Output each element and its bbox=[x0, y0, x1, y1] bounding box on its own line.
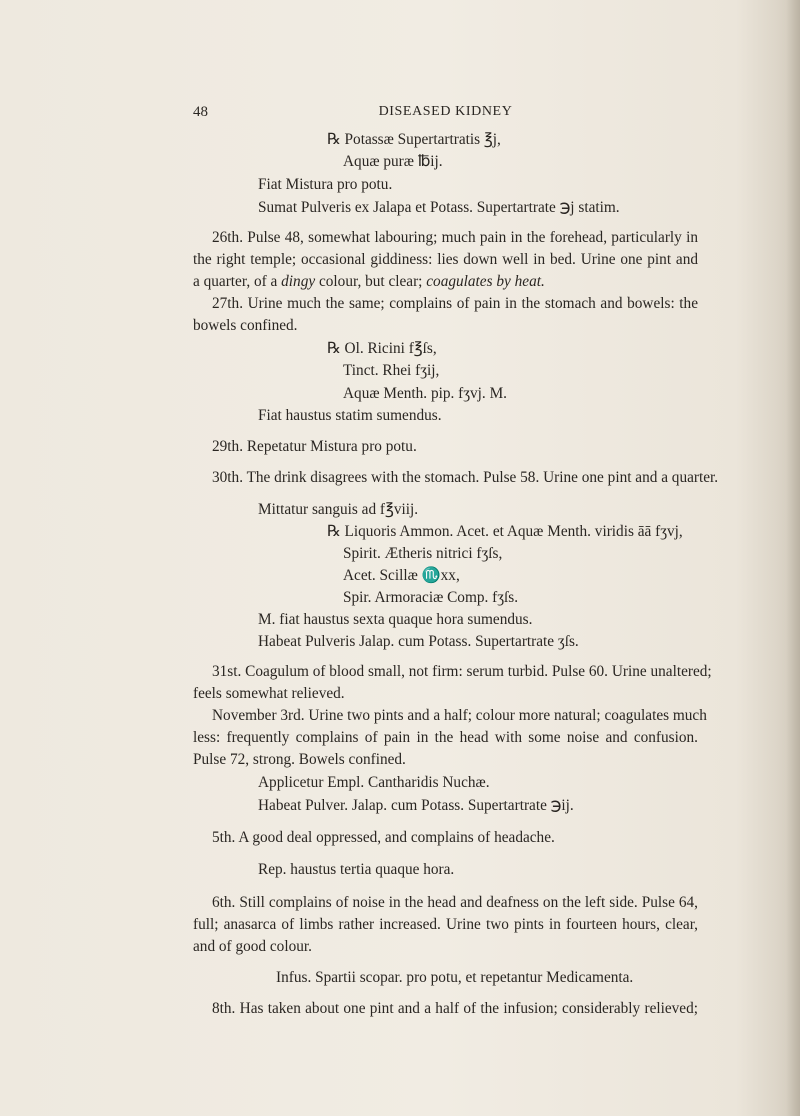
prescription-line: M. fiat haustus sexta quaque hora sumendus. bbox=[258, 611, 533, 628]
italic-span: coagulates by heat. bbox=[426, 273, 545, 290]
text-span: colour, but clear; bbox=[315, 273, 427, 290]
text-line bbox=[193, 272, 545, 292]
prescription-line: Habeat Pulver. Jalap. cum Potass. Supertartrate ℈ij. bbox=[258, 797, 574, 814]
text-line: 30th. The drink disagrees with the stomach. Pulse 58. Urine one pint and a quarter. bbox=[212, 469, 719, 486]
text-line: Pulse 72, strong. Bowels confined. bbox=[193, 751, 406, 768]
text-line: 29th. Repetatur Mistura pro potu. bbox=[212, 438, 417, 455]
text-line: 26th. Pulse 48, somewhat labouring; much pain in the forehead, particularly in bbox=[212, 229, 698, 246]
text-span: a quarter, of a bbox=[193, 273, 282, 290]
prescription-line: Aquæ Menth. pip. fʒvj. M. bbox=[343, 385, 508, 402]
text-line: November 3rd. Urine two pints and a half; colour more natural; coagulates much bbox=[212, 707, 707, 724]
prescription-line: Applicetur Empl. Cantharidis Nuchæ. bbox=[258, 774, 490, 791]
prescription-line: ℞ Ol. Ricini f℥ſs, bbox=[327, 340, 437, 357]
text-line: feels somewhat relieved. bbox=[193, 685, 345, 702]
prescription-line: Sumat Pulveris ex Jalapa et Potass. Supertartrate ℈j statim. bbox=[258, 199, 620, 216]
prescription-line: Mittatur sanguis ad f℥viij. bbox=[258, 501, 419, 518]
text-line: the right temple; occasional giddiness: lies down well in bed. Urine one pint and bbox=[193, 251, 698, 268]
text-line: 6th. Still complains of noise in the head and deafness on the left side. Pulse 64, bbox=[212, 894, 698, 911]
text-line: 8th. Has taken about one pint and a half of the infusion; considerably relieved; bbox=[212, 1000, 698, 1017]
running-title: DISEASED KIDNEY bbox=[378, 104, 513, 119]
prescription-line: Spir. Armoraciæ Comp. fʒſs. bbox=[343, 589, 519, 606]
text-line: full; anasarca of limbs rather increased. Urine two pints in fourteen hours, clear, bbox=[193, 916, 698, 933]
prescription-line: Aquæ puræ ℔ij. bbox=[343, 153, 443, 170]
prescription-line: Infus. Spartii scopar. pro potu, et repetantur Medicamenta. bbox=[276, 969, 634, 986]
page-header bbox=[193, 104, 698, 126]
prescription-line: Fiat haustus statim sumendus. bbox=[258, 407, 442, 424]
text-line: bowels confined. bbox=[193, 317, 298, 334]
page-number: 48 bbox=[193, 104, 208, 120]
text-line: 31st. Coagulum of blood small, not firm: serum turbid. Pulse 60. Urine unaltered; bbox=[212, 663, 712, 680]
prescription-line: ℞ Liquoris Ammon. Acet. et Aquæ Menth. viridis āā fʒvj, bbox=[327, 523, 683, 540]
prescription-line: Acet. Scillæ ♏xx, bbox=[343, 567, 460, 584]
prescription-line: Spirit. Ætheris nitrici fʒſs, bbox=[343, 545, 503, 562]
italic-span: dingy bbox=[281, 273, 316, 290]
prescription-line: Habeat Pulveris Jalap. cum Potass. Supertartrate ʒſs. bbox=[258, 633, 579, 650]
prescription-line: ℞ Potassæ Supertartratis ℥j, bbox=[327, 131, 501, 148]
prescription-line: Tinct. Rhei fʒij, bbox=[343, 362, 440, 379]
text-line: and of good colour. bbox=[193, 938, 312, 955]
prescription-line: Fiat Mistura pro potu. bbox=[258, 176, 393, 193]
text-line: less: frequently complains of pain in the head with some noise and confusion. bbox=[193, 729, 698, 746]
prescription-line: Rep. haustus tertia quaque hora. bbox=[258, 861, 455, 878]
text-line: 27th. Urine much the same; complains of pain in the stomach and bowels: the bbox=[212, 295, 698, 312]
text-line: 5th. A good deal oppressed, and complains of headache. bbox=[212, 829, 555, 846]
